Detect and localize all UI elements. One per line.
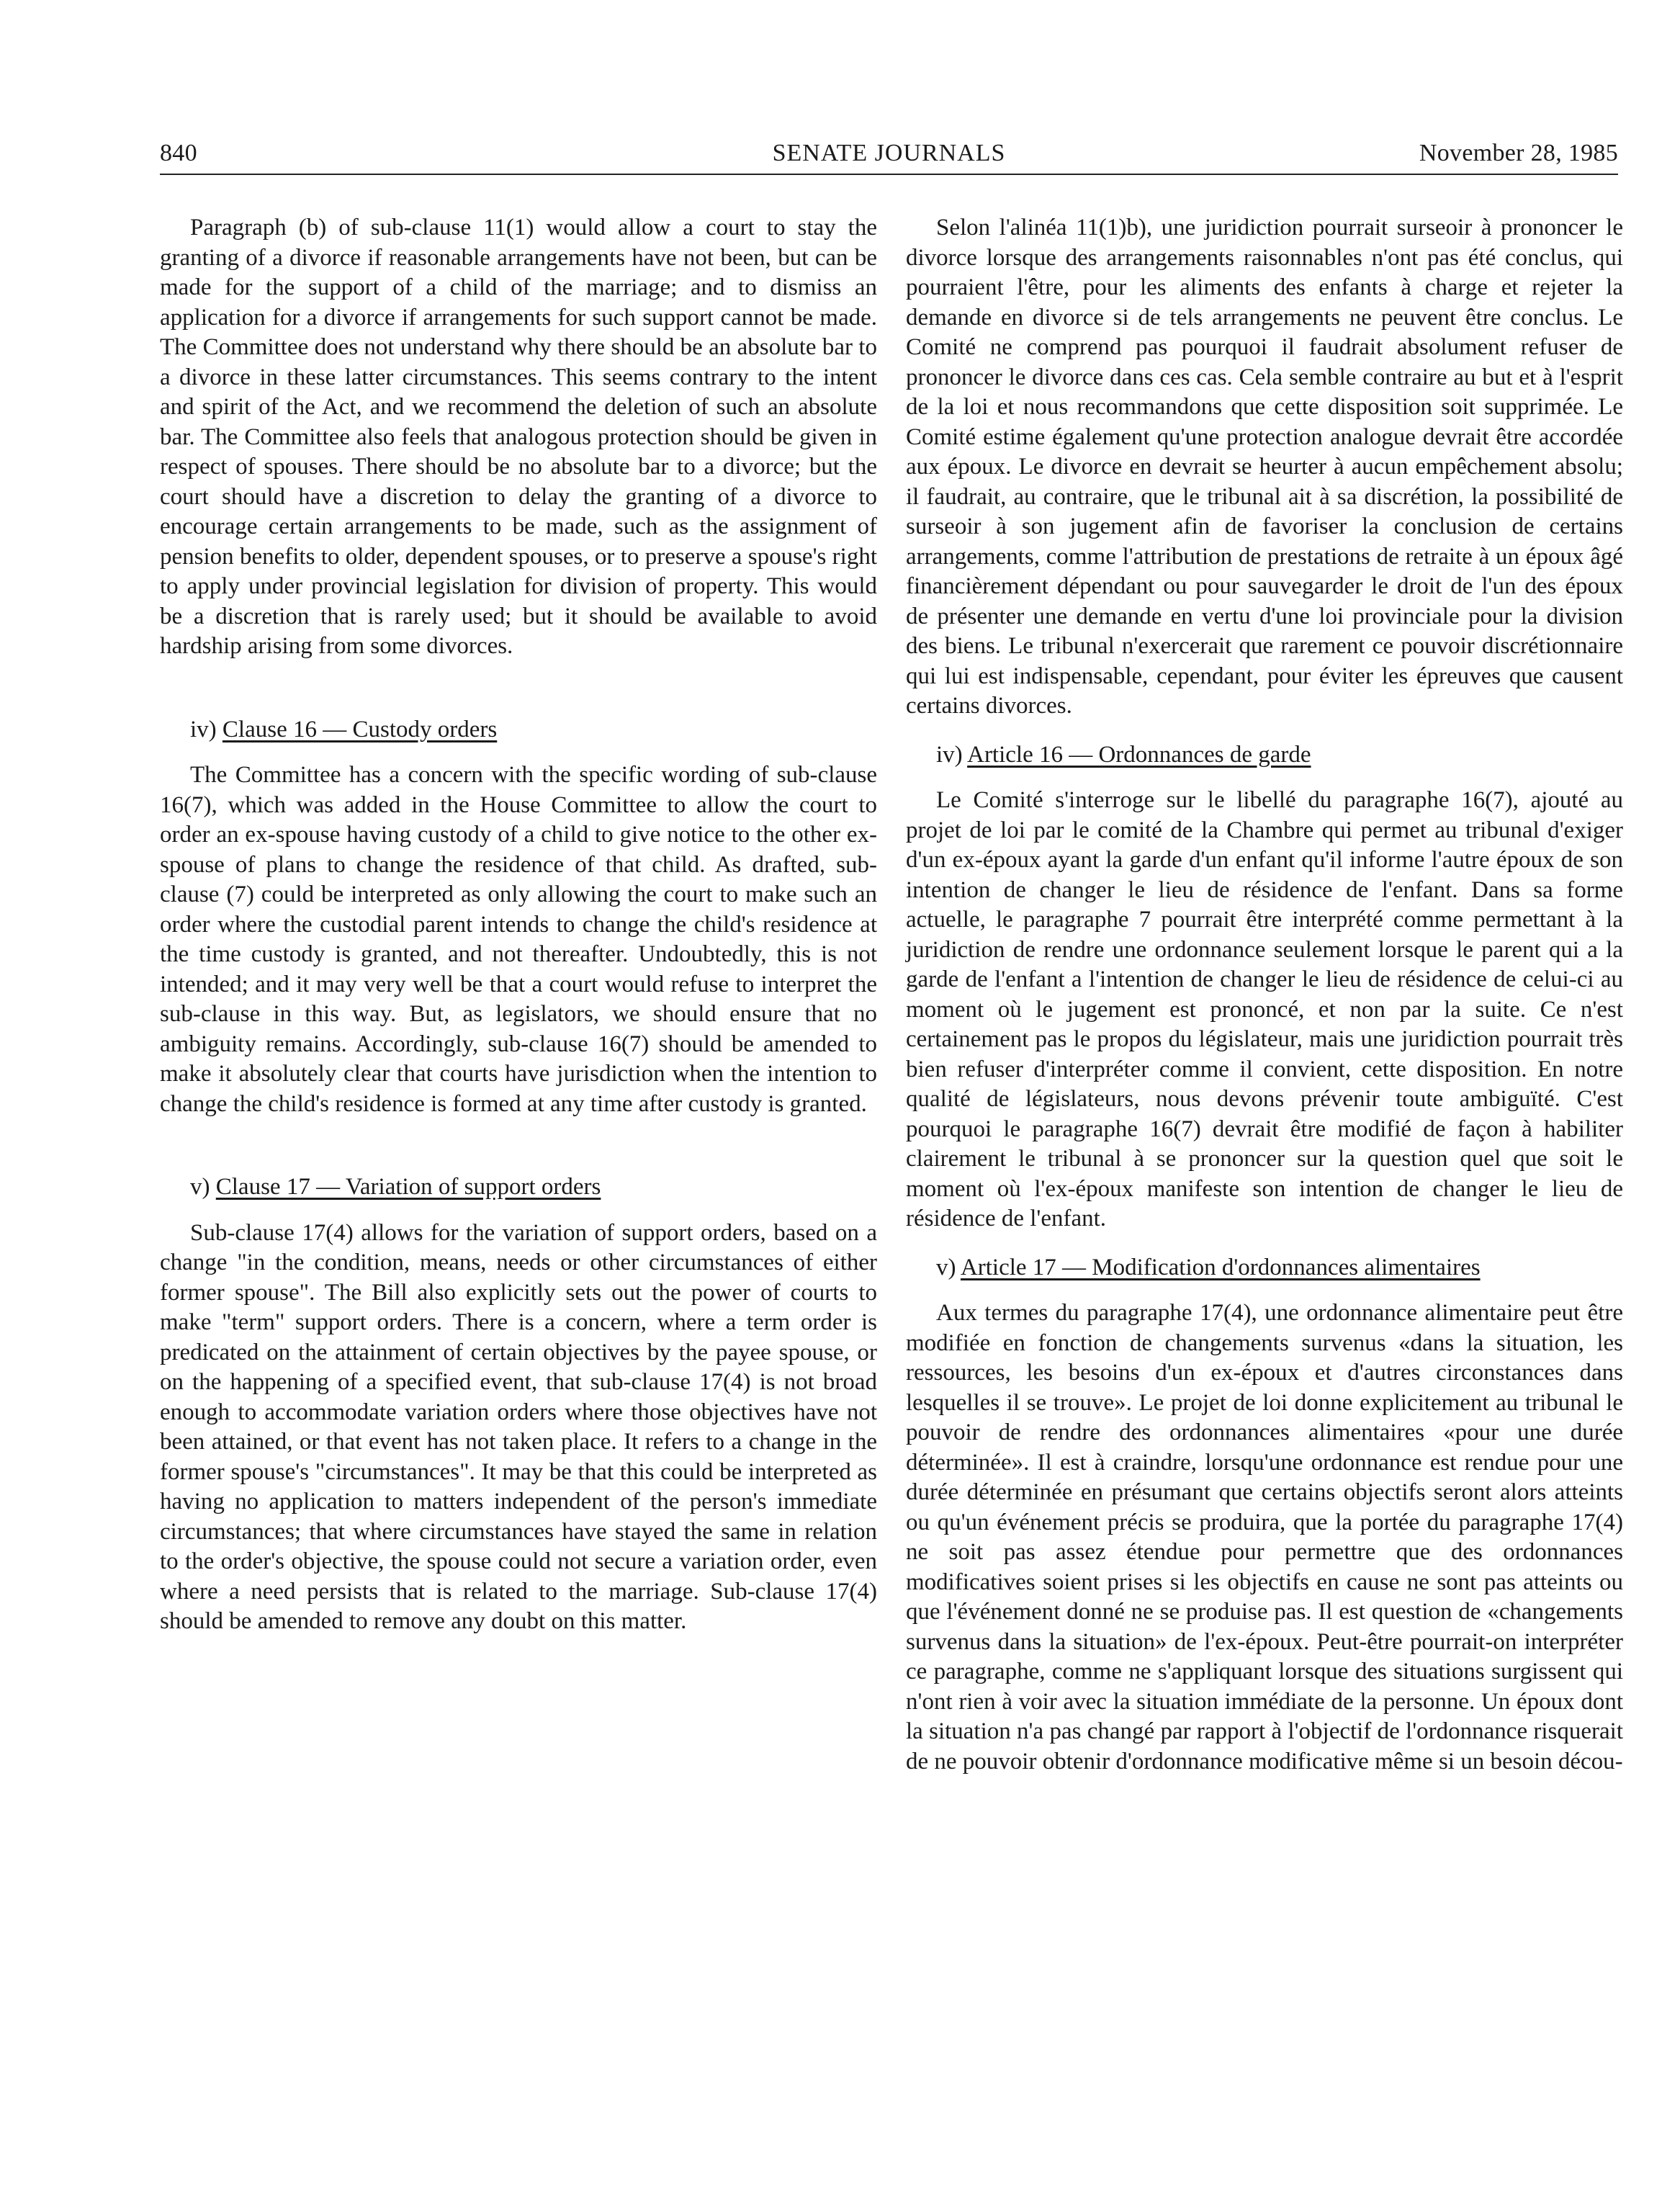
french-paragraph-garde: Le Comité s'interroge sur le libellé du paragraphe 16(7), ajouté au projet de loi par le comité de la Chambre qui permet au tribunal d'exiger d'un ex-époux ayant la garde d'un enfant qu'il informe l'autre époux de son intention de changer le lieu de résidence de l'enfant. Dans sa forme actuelle, le paragraphe 7 pourrait être interprété comme permettant à la juridiction de rendre une ordonnance seulement lorsque le parent qui a la garde de l'enfant a l'intention de changer le lieu de résidence de celui-ci au moment où le jugement est prononcé, et non par la suite. Ce n'est certainement pas le propos du législateur, mais une juridiction pourrait très bien refuser d'interpréter comme il convient, cette disposition. En notre qualité de législateurs, nous devons prévenir toute ambiguïté. C'est pourquoi le paragraphe 16(7) devrait être modifié de façon à habiliter clairement le tribunal à se prononcer sur la question quel que soit le moment où l'ex-époux manifeste son intention de changer le lieu de résidence de l'enfant. bbox=[906, 787, 1623, 1231]
french-paragraph-modification: Aux termes du paragraphe 17(4), une ordonnance alimentaire peut être modifiée en fonction de changements survenus «dans la situation, les ressources, les besoins d'un ex-époux et d'autres circonstances dans lesquelles il se trouve». Le projet de loi donne explicitement au tribunal le pouvoir de rendre des ordonnances alimentaires «pour une durée déterminée». Il est à craindre, lorsqu'une ordonnance est rendue pour une durée déterminée en présumant que certains objectifs seront alors atteints ou qu'un événement précis se produira, que la portée du paragraphe 17(4) ne soit pas assez étendue pour permettre que des ordonnances modificatives soient prises si les objectifs en cause ne sont pas atteints ou que l'événement donné ne se produise pas. Il est question de «changements survenus dans la situation» de l'ex-époux. Peut-être pourrait-on interpréter ce paragraphe, comme ne s'appliquant lorsque des situations surgissent qui n'ont rien à voir avec la situation immédiate de la personne. Un époux dont la situation n'a pas changé par rapport à l'objectif de l'ordonnance risquerait de ne pouvoir obtenir d'ordonnance modificative même si un besoin décou- bbox=[906, 1300, 1623, 1775]
english-paragraph-support-variation: Sub-clause 17(4) allows for the variation of support orders, based on a change "in the condition, means, needs or other circumstances of either former spouse". The Bill also explicitly sets out the power of courts to make "term" support orders. There is a concern, where a term order is predicated on the attainment of certain objectives by the payee spouse, or on the happening of a specified event, that sub-clause 17(4) is not broad enough to accommodate variation orders where those objectives have not been attained, or that event has not taken place. It refers to a change in the former spouse's "circumstances". It may be that this could be interpreted as having no application to matters independent of the person's immediate circumstances; that where circumstances have stayed the same in relation to the order's objective, the spouse could not secure a variation order, even where a need persists that is related to the marriage. Sub-clause 17(4) should be amended to remove any doubt on this matter. bbox=[160, 1219, 877, 1634]
french-paragraph-11-1b: Selon l'alinéa 11(1)b), une juridiction pourrait surseoir à prononcer le divorce lorsque des arrangements raisonnables n'ont pas été conclus, qui pourraient l'être, pour les aliments des enfants à charge et rejeter la demande en divorce si de tels arrangements ne peuvent être conclus. Le Comité ne comprend pas pourquoi il faudrait absolument refuser de prononcer le divorce dans ces cas. Cela semble contraire au but et à l'esprit de la loi et nous recommandons que cette disposition soit supprimée. Le Comité estime également qu'une protection analogue devrait être accordée aux époux. Le divorce en devrait se heurter à aucun empêchement absolu; il faudrait, au contraire, que le tribunal ait à sa discrétion, la possibilité de surseoir à son jugement afin de favoriser la conclusion de certains arrangements, comme l'attribution de prestations de retraite à un époux âgé financièrement dépendant ou pour sauvegarder le droit de l'un des époux de présenter une demande en vertu d'une loi provinciale pour la division des biens. Le tribunal n'exercerait que rarement ce pouvoir discrétionnaire qui lui est indispensable, cependant, pour éviter les épreuves que causent certains divorces. bbox=[906, 215, 1623, 719]
page-header bbox=[160, 140, 1618, 177]
english-column bbox=[160, 213, 877, 1637]
page-number: 840 bbox=[160, 140, 197, 166]
english-heading-clause-16 bbox=[160, 715, 877, 745]
journal-title: SENATE JOURNALS bbox=[772, 140, 1006, 166]
heading-title: Clause 17 — Variation of support orders bbox=[215, 1174, 601, 1200]
french-heading-article-16 bbox=[906, 740, 1623, 771]
english-paragraph-custody: The Committee has a concern with the specific wording of sub-clause 16(7), which was added in the House Committee to allow the court to order an ex-spouse having custody of a child to give notice to the other ex-spouse of plans to change the residence of that child. As drafted, sub-clause (7) could be interpreted as only allowing the court to make such an order where the custodial parent intends to change the child's residence at the time custody is granted, and not thereafter. Undoubtedly, this is not intended; and it may very well be that a court would refuse to interpret the sub-clause in this way. But, as legislators, we should ensure that no ambiguity remains. Accordingly, sub-clause 16(7) should be amended to make it absolutely clear that courts have jurisdiction when the intention to change the child's residence is formed at any time after custody is granted. bbox=[160, 762, 877, 1117]
french-heading-article-17 bbox=[906, 1253, 1623, 1283]
header-date: November 28, 1985 bbox=[1419, 140, 1618, 166]
heading-number: iv) bbox=[190, 716, 217, 742]
header-rule bbox=[160, 174, 1618, 175]
english-heading-clause-17 bbox=[160, 1172, 877, 1203]
heading-title: Article 17 — Modification d'ordonnances alimentaires bbox=[960, 1254, 1481, 1280]
heading-number: v) bbox=[936, 1254, 956, 1280]
heading-number: v) bbox=[190, 1174, 210, 1200]
heading-title: Article 16 — Ordonnances de garde bbox=[967, 741, 1311, 768]
english-paragraph-11-1b: Paragraph (b) of sub-clause 11(1) would allow a court to stay the granting of a divorce if reasonable arrangements have not been, but can be made for the support of a child of the marriage; and to dismiss an application for a divorce if arrangements for such support cannot be made. The Committee does not understand why there should be an absolute bar to a divorce in these latter circumstances. This seems contrary to the intent and spirit of the Act, and we recommend the deletion of such an absolute bar. The Committee also feels that analogous protection should be given in respect of spouses. There should be no absolute bar to a divorce; but the court should have a discretion to delay the granting of a divorce to encourage certain arrangements to be made, such as the assignment of pension benefits to older, dependent spouses, or to preserve a spouse's right to apply under provincial legislation for division of property. This would be a discretion that is rarely used; but it should be available to avoid hardship arising from some divorces. bbox=[160, 215, 877, 659]
heading-number: iv) bbox=[936, 741, 963, 768]
heading-title: Clause 16 — Custody orders bbox=[222, 716, 498, 742]
french-column bbox=[906, 213, 1623, 1777]
